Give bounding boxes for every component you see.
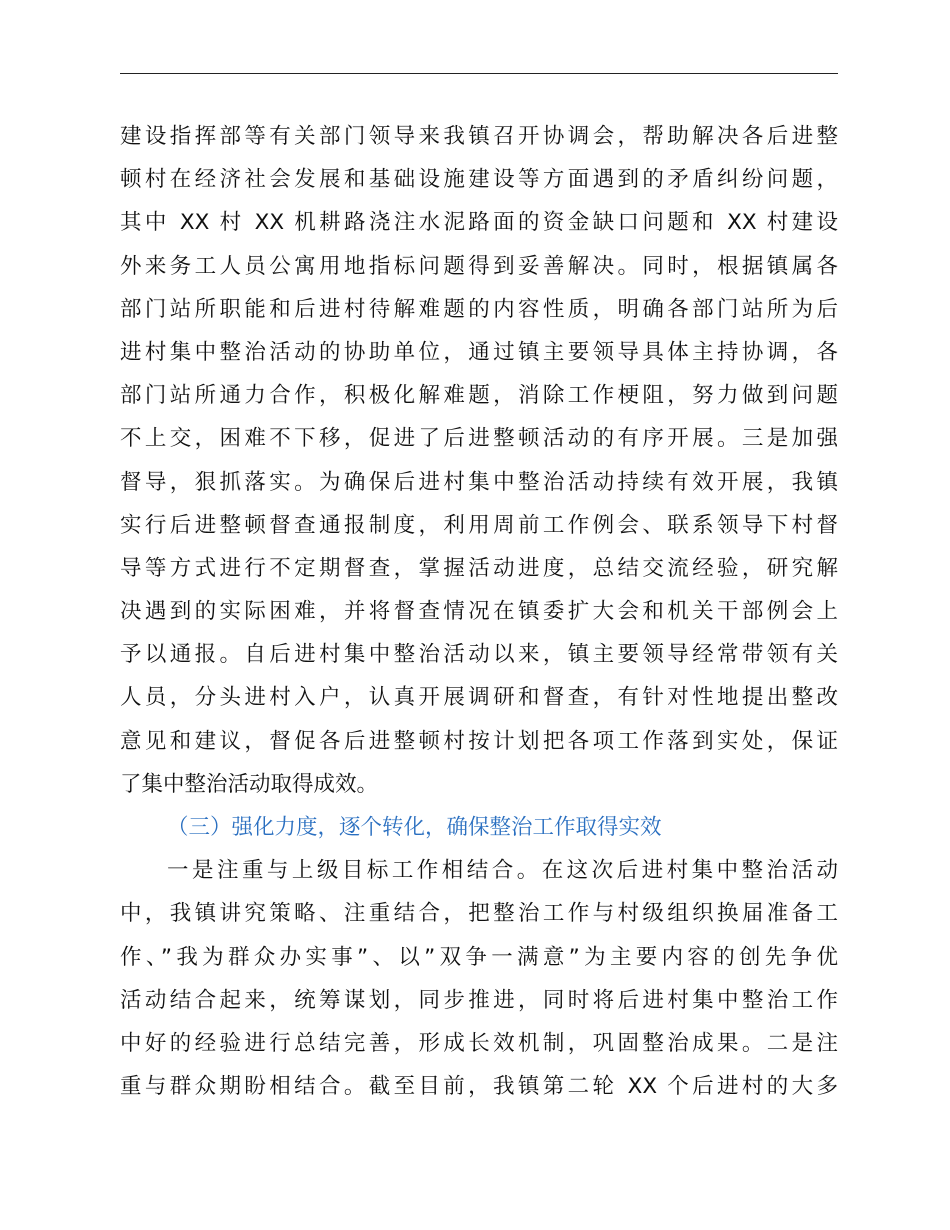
body-line: 重与群众期盼相结合。截至目前，我镇第二轮 XX 个后进村的大多 <box>120 1074 838 1100</box>
body-line: 不上交，困难不下移，促进了后进整顿活动的有序开展。三是加强 <box>120 426 838 452</box>
body-line: 决遇到的实际困难，并将督查情况在镇委扩大会和机关干部例会上 <box>120 599 838 625</box>
body-line: 了集中整治活动取得成效。 <box>120 771 379 797</box>
body-line: 意见和建议，督促各后进整顿村按计划把各项工作落到实处，保证 <box>120 728 838 754</box>
body-line: 一是注重与上级目标工作相结合。在这次后进村集中整治活动 <box>167 858 838 884</box>
body-line: 予以通报。自后进村集中整治活动以来，镇主要领导经常带领有关 <box>120 642 838 668</box>
body-line: 部门站所通力合作，积极化解难题，消除工作梗阻，努力做到问题 <box>120 383 838 409</box>
body-line: 活动结合起来，统筹谋划，同步推进，同时将后进村集中整治工作 <box>120 987 838 1013</box>
body-line: 作、”我为群众办实事”、以”双争一满意”为主要内容的创先争优 <box>120 944 838 970</box>
body-line: 中，我镇讲究策略、注重结合，把整治工作与村级组织换届准备工 <box>120 901 838 927</box>
document-body <box>120 115 838 1108</box>
header-divider <box>120 73 838 74</box>
body-line: 中好的经验进行总结完善，形成长效机制，巩固整治成果。二是注 <box>120 1030 838 1056</box>
body-line: 实行后进整顿督查通报制度，利用周前工作例会、联系领导下村督 <box>120 512 838 538</box>
body-line: 导等方式进行不定期督查，掌握活动进度，总结交流经验，研究解 <box>120 555 838 581</box>
body-line: 进村集中整治活动的协助单位，通过镇主要领导具体主持协调，各 <box>120 339 838 365</box>
body-line: 建设指挥部等有关部门领导来我镇召开协调会，帮助解决各后进整 <box>120 124 838 149</box>
body-line: 其中 XX 村 XX 机耕路浇注水泥路面的资金缺口问题和 XX 村建设 <box>120 210 838 236</box>
body-line: 外来务工人员公寓用地指标问题得到妥善解决。同时，根据镇属各 <box>120 253 838 279</box>
body-line: 顿村在经济社会发展和基础设施建设等方面遇到的矛盾纠纷问题， <box>120 167 838 193</box>
body-line: 督导，狠抓落实。为确保后进村集中整治活动持续有效开展，我镇 <box>120 469 838 495</box>
section-heading: （三）强化力度，逐个转化，确保整治工作取得实效 <box>167 815 662 840</box>
body-line: 人员，分头进村入户，认真开展调研和督查，有针对性地提出整改 <box>120 685 838 711</box>
body-line: 部门站所职能和后进村待解难题的内容性质，明确各部门站所为后 <box>120 296 838 322</box>
